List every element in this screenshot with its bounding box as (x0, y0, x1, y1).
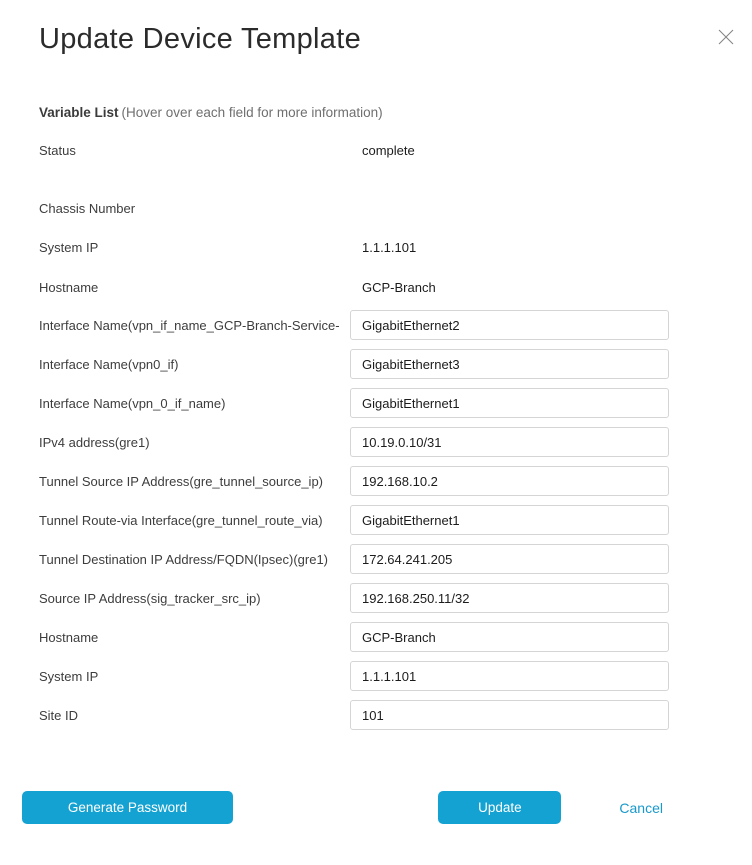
variable-value: GCP-Branch (362, 279, 436, 295)
update-button[interactable]: Update (438, 791, 561, 824)
variable-static-row (39, 140, 713, 160)
variable-list-heading: Variable List (39, 105, 119, 120)
footer-actions (22, 791, 713, 824)
variable-input[interactable] (350, 583, 669, 613)
variable-label: Hostname (39, 279, 99, 295)
variable-label: Source IP Address(sig_tracker_src_ip) (39, 590, 261, 606)
variable-input[interactable] (350, 310, 669, 340)
variable-input-row (39, 349, 713, 379)
variable-input-row (39, 544, 713, 574)
variable-static-row (39, 198, 713, 218)
variable-label: IPv4 address(gre1) (39, 434, 150, 450)
variable-label: Status (39, 142, 76, 158)
variable-label: Interface Name(vpn_0_if_name) (39, 395, 226, 411)
variable-input-row (39, 310, 713, 340)
variable-value: 1.1.1.101 (362, 239, 417, 255)
variable-input[interactable] (350, 427, 669, 457)
variable-static-row (39, 237, 713, 257)
dialog-title: Update Device Template (39, 23, 362, 55)
variable-label: Hostname (39, 629, 99, 645)
variable-label: Interface Name(vpn_if_name_GCP-Branch-Service- (39, 317, 340, 333)
variable-label: Tunnel Route-via Interface(gre_tunnel_route_via) (39, 512, 323, 528)
variable-label: Tunnel Source IP Address(gre_tunnel_source_ip) (39, 473, 324, 489)
static-rows (39, 140, 713, 297)
variable-input-row (39, 622, 713, 652)
variable-input-row (39, 427, 713, 457)
variable-label: Chassis Number (39, 200, 136, 216)
update-device-template-dialog (0, 22, 752, 865)
variable-label: Site ID (39, 707, 79, 723)
variable-input-row (39, 583, 713, 613)
close-icon[interactable] (716, 27, 736, 47)
variable-label: System IP (39, 668, 99, 684)
variable-static-row (39, 277, 713, 297)
variable-value: complete (362, 142, 415, 158)
variable-input[interactable] (350, 466, 669, 496)
variable-input[interactable] (350, 700, 669, 730)
generate-password-button[interactable]: Generate Password (22, 791, 233, 824)
cancel-link[interactable]: Cancel (619, 799, 663, 816)
variable-input-row (39, 661, 713, 691)
variable-label: Tunnel Destination IP Address/FQDN(Ipsec)(gre1) (39, 551, 329, 567)
variable-input-row (39, 466, 713, 496)
variable-label: System IP (39, 239, 99, 255)
variable-input[interactable] (350, 388, 669, 418)
variable-input-row (39, 388, 713, 418)
variable-input-row (39, 700, 713, 730)
variable-input[interactable] (350, 661, 669, 691)
variable-label: Interface Name(vpn0_if) (39, 356, 179, 372)
variable-input[interactable] (350, 544, 669, 574)
input-rows (39, 310, 713, 730)
variable-input[interactable] (350, 622, 669, 652)
variable-list-hint: (Hover over each field for more information) (121, 105, 383, 120)
variable-input[interactable] (350, 349, 669, 379)
variable-input-row (39, 505, 713, 535)
variable-input[interactable] (350, 505, 669, 535)
variable-list-heading-row (39, 103, 713, 123)
